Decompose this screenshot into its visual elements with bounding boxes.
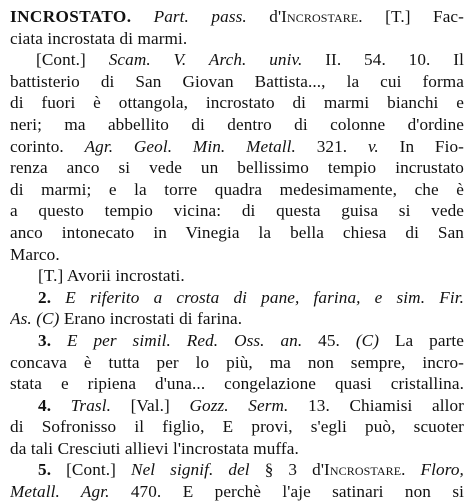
cont-line-6: renza anco si vede un bellissimo tempio incrustato: [10, 158, 464, 178]
cont-line-4: neri; ma abbellito di dentro di colonne d'ordine: [10, 114, 464, 134]
cont-source-2: Agr. Geol. Min. Metall.: [84, 136, 296, 156]
cont-line-2: battisterio di San Giovan Battista..., la cui forma: [10, 71, 464, 91]
def-prep: d': [312, 460, 325, 480]
cont-line-3: di fuori è ottangola, incrostato di marmi bianchi e: [10, 93, 464, 113]
sense-tag: [Cont.]: [66, 460, 116, 480]
sense-source: Gozz. Serm.: [189, 395, 289, 415]
sense-source: As.: [10, 309, 32, 329]
sense-location: 45.: [318, 330, 340, 350]
sense-text: Erano incrostati di farina.: [63, 309, 243, 329]
def-reference: Incrostare: [281, 7, 359, 26]
sense-text: La parte: [394, 330, 464, 350]
sense-5-line-1: [10, 459, 464, 481]
def-prep: d': [269, 7, 282, 26]
sense-definition: E per simil.: [66, 330, 171, 350]
sense-section: § 3: [264, 460, 298, 480]
part-of-speech: Part. pass.: [153, 7, 247, 26]
cont-line-1: [10, 49, 464, 71]
sense-location: 13.: [308, 395, 330, 415]
cont-line-7: di marmi; e la torre quadra medesimamente, che è: [10, 179, 464, 199]
sense-number: 4.: [38, 395, 52, 415]
sense-2-line-2: [10, 308, 464, 330]
cont-text: corinto.: [10, 136, 64, 156]
sense-location: 470.: [130, 482, 162, 502]
cont-line-8: a questo tempio vicina: di questa guisa si vede: [10, 201, 464, 221]
cont-tag: [Cont.]: [36, 50, 86, 70]
t-example: [10, 265, 464, 287]
sense-source: Red. Oss. an.: [186, 330, 303, 350]
sense-number: 2.: [38, 287, 52, 307]
sense-3-line-2: concava è tutta per lo più, ma non sempre, incro-: [10, 352, 464, 372]
cont-line-5: [10, 136, 464, 158]
sense-5-line-2: [10, 481, 464, 503]
sense-2-line-1: [10, 287, 464, 309]
usage-mark: [T.]: [385, 7, 411, 26]
cont-text: In Fio-: [399, 136, 464, 156]
sense-source: Fir.: [439, 287, 464, 307]
sense-text: Chiamisi allor: [349, 395, 464, 415]
sense-4-line-3: da tali Cresciuti allievi l'incrostata muffa.: [10, 438, 299, 458]
sense-4-line-1: [10, 395, 464, 417]
cont-source: Scam. V. Arch. univ.: [108, 50, 303, 70]
sense-c-mark: (C): [355, 330, 380, 350]
sense-source: Metall. Agr.: [10, 482, 110, 502]
cont-text: Il: [453, 50, 464, 70]
sense-4-line-2: di Sofronisso il figlio, E provi, s'egli può, scuoter: [10, 417, 464, 437]
headword: INCROSTATO: [10, 7, 127, 26]
cont-verso: v.: [367, 136, 379, 156]
cont-location: II. 54. 10.: [325, 50, 431, 70]
def-text: Fac-: [433, 7, 464, 26]
sense-definition: E riferito a crosta di pane, farina, e sim.: [65, 287, 426, 307]
entry-line-2: ciata incrostata di marmi.: [10, 28, 188, 48]
sense-text: E perchè l'aje satinari non si: [182, 482, 464, 502]
sense-c-mark: (C): [36, 309, 60, 329]
cont-line-10: Marco.: [10, 244, 60, 264]
sense-source: Floro,: [420, 460, 464, 480]
sense-number: 3.: [38, 330, 52, 350]
sense-definition: Trasl.: [70, 395, 111, 415]
sense-number: 5.: [38, 460, 52, 480]
t-tag: [T.]: [38, 266, 64, 286]
entry-line-1: INCROSTATO. Part. pass. d'Incrostare. [T.] Fac-: [10, 7, 464, 26]
sense-definition: Nel signif. del: [131, 460, 250, 480]
def-reference: Incrostare.: [324, 460, 406, 480]
t-text: Avorii incrostati.: [66, 266, 185, 286]
sense-3-line-3: stata e ripiena d'una... congelazione quasi cristallina.: [10, 374, 464, 394]
sense-3-line-1: [10, 330, 464, 352]
cont-page: 321.: [316, 136, 348, 156]
sense-tag: [Val.]: [130, 395, 170, 415]
cont-line-9: anco intonecato in Vinegia la bella chiesa di San: [10, 222, 464, 242]
